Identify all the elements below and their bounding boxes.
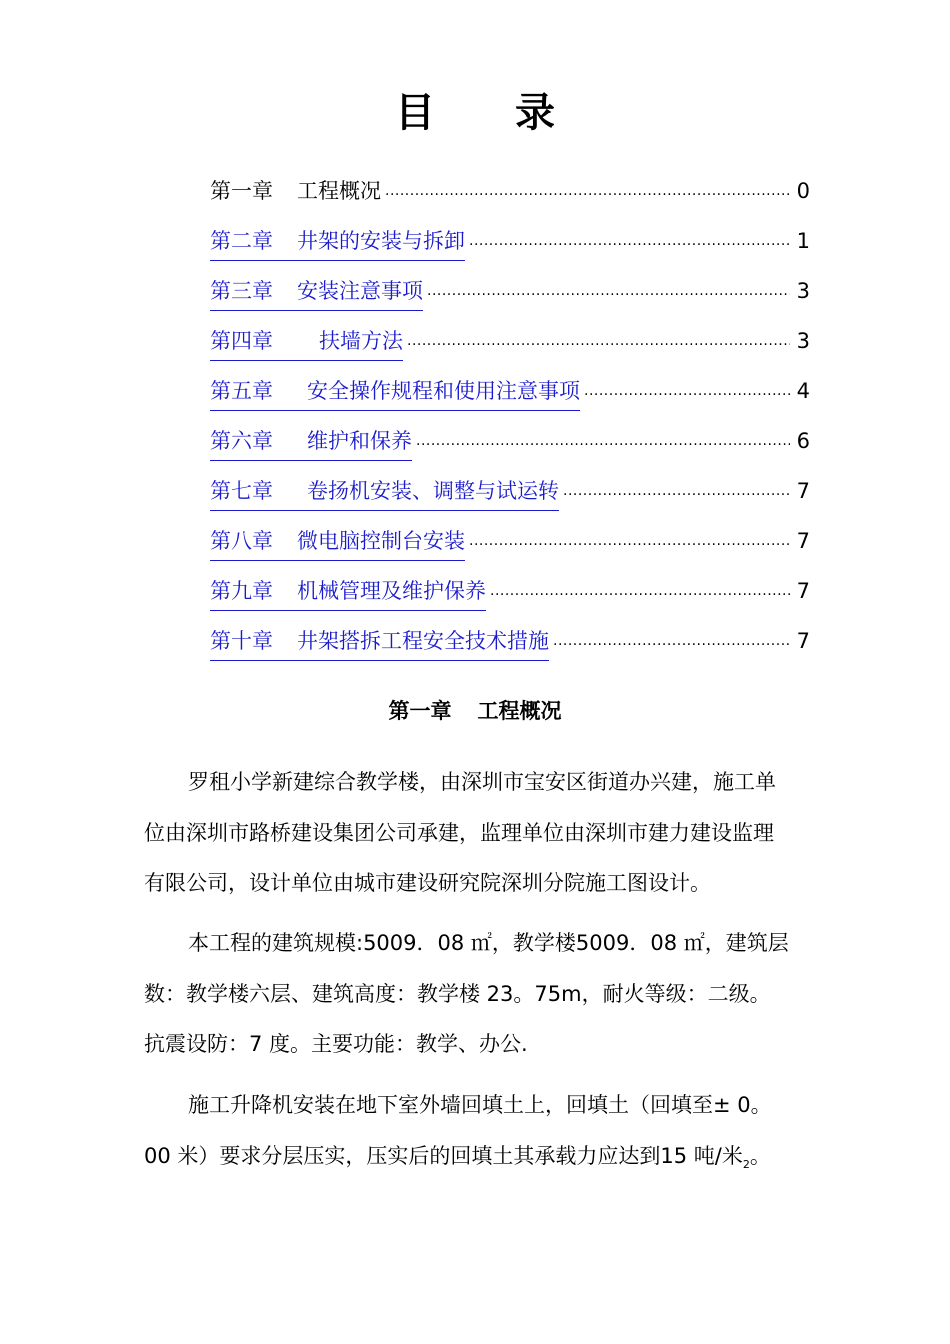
toc-entry[interactable] [210,572,810,622]
toc-entry[interactable] [210,322,810,372]
toc-dot-leader [490,572,790,610]
paragraph-line: 位由深圳市路桥建设集团公司承建，监理单位由深圳市建力建设监理 [144,820,774,845]
toc-entry-link[interactable] [210,222,465,261]
toc-entry-link[interactable] [210,422,412,461]
toc-entry-link[interactable] [210,172,381,210]
toc-entry-title: 安装注意事项 [297,279,423,303]
toc-page-number: 7 [796,579,810,603]
toc-dot-leader [407,322,790,360]
toc-entry-number: 第三章 [210,279,273,303]
toc-dot-leader [416,422,790,460]
toc-entry-link[interactable] [210,272,423,311]
toc-entry[interactable] [210,372,810,422]
toc-entry-number: 第九章 [210,579,273,603]
toc-entry-number: 第一章 [210,179,273,203]
paragraph-line: 施工升降机安装在地下室外墙回填土上，回填土（回填至± 0。 [188,1093,772,1117]
paragraph-line [144,1131,810,1191]
toc-page-number: 3 [796,279,810,303]
toc-dot-leader [469,222,790,260]
toc-title-char-1: 目 [395,90,435,136]
toc-entry-title: 工程概况 [297,179,381,203]
toc-page-number: 7 [796,629,810,653]
toc-dot-leader [553,622,790,660]
toc-page-number: 0 [796,179,810,203]
chapter-heading [0,694,950,728]
toc-page-number: 6 [796,429,810,453]
table-of-contents [210,172,810,672]
paragraph-text: 00 米）要求分层压实，压实后的回填土其承载力应达到15 吨/米 [144,1143,743,1168]
toc-page-number: 7 [796,529,810,553]
toc-entry-title: 井架的安装与拆卸 [297,229,465,253]
toc-entry-number: 第四章 [210,329,273,353]
toc-entry-title: 维护和保养 [307,429,412,453]
toc-dot-leader [563,472,790,510]
unit-subscript: 2 [742,1157,750,1171]
paragraph-text: 。 [749,1143,771,1168]
toc-page-number: 3 [796,329,810,353]
toc-entry-link[interactable] [210,622,549,661]
paragraph-line: 本工程的建筑规模:5009．08 ㎡，教学楼5009．08 ㎡，建筑层 [188,931,789,955]
toc-page-number: 1 [796,229,810,253]
toc-dot-leader [427,272,790,310]
toc-entry-title: 机械管理及维护保养 [297,579,486,603]
paragraph-3 [144,1080,810,1190]
toc-entry-link[interactable] [210,522,465,561]
toc-entry-number: 第十章 [210,629,273,653]
toc-entry[interactable] [210,422,810,472]
toc-entry-title: 卷扬机安装、调整与试运转 [307,479,559,503]
toc-entry[interactable] [210,472,810,522]
toc-entry[interactable] [210,272,810,322]
paragraph-line: 有限公司，设计单位由城市建设研究院深圳分院施工图设计。 [144,871,711,895]
toc-dot-leader [469,522,790,560]
toc-entry[interactable] [210,522,810,572]
toc-entry-number: 第七章 [210,479,273,503]
paragraph-2 [144,918,810,1070]
toc-entry[interactable] [210,622,810,672]
toc-entry-number: 第八章 [210,529,273,553]
toc-entry-link[interactable] [210,372,580,411]
toc-entry[interactable] [210,172,810,222]
toc-title [0,86,950,140]
toc-dot-leader [385,172,790,210]
toc-entry-link[interactable] [210,322,403,361]
paragraph-line: 数：教学楼六层、建筑高度：教学楼 23。75m，耐火等级：二级。 [144,981,771,1006]
toc-page-number: 4 [796,379,810,403]
chapter-heading-text: 工程概况 [477,699,562,723]
toc-entry-title: 微电脑控制台安装 [297,529,465,553]
toc-page-number: 7 [796,479,810,503]
paragraph-line: 抗震设防：7 度。主要功能：教学、办公. [144,1032,528,1056]
toc-entry[interactable] [210,222,810,272]
toc-entry-number: 第五章 [210,379,273,403]
toc-dot-leader [584,372,790,410]
toc-entry-title: 井架搭拆工程安全技术措施 [297,629,549,653]
toc-entry-number: 第六章 [210,429,273,453]
toc-entry-title: 扶墙方法 [319,329,403,353]
toc-entry-link[interactable] [210,472,559,511]
toc-entry-title: 安全操作规程和使用注意事项 [307,379,580,403]
toc-title-char-2: 录 [515,90,555,136]
chapter-heading-number: 第一章 [388,699,452,723]
toc-entry-link[interactable] [210,572,486,611]
paragraph-line: 罗租小学新建综合教学楼，由深圳市宝安区街道办兴建，施工单 [188,770,776,794]
toc-entry-number: 第二章 [210,229,273,253]
paragraph-1 [144,757,810,909]
